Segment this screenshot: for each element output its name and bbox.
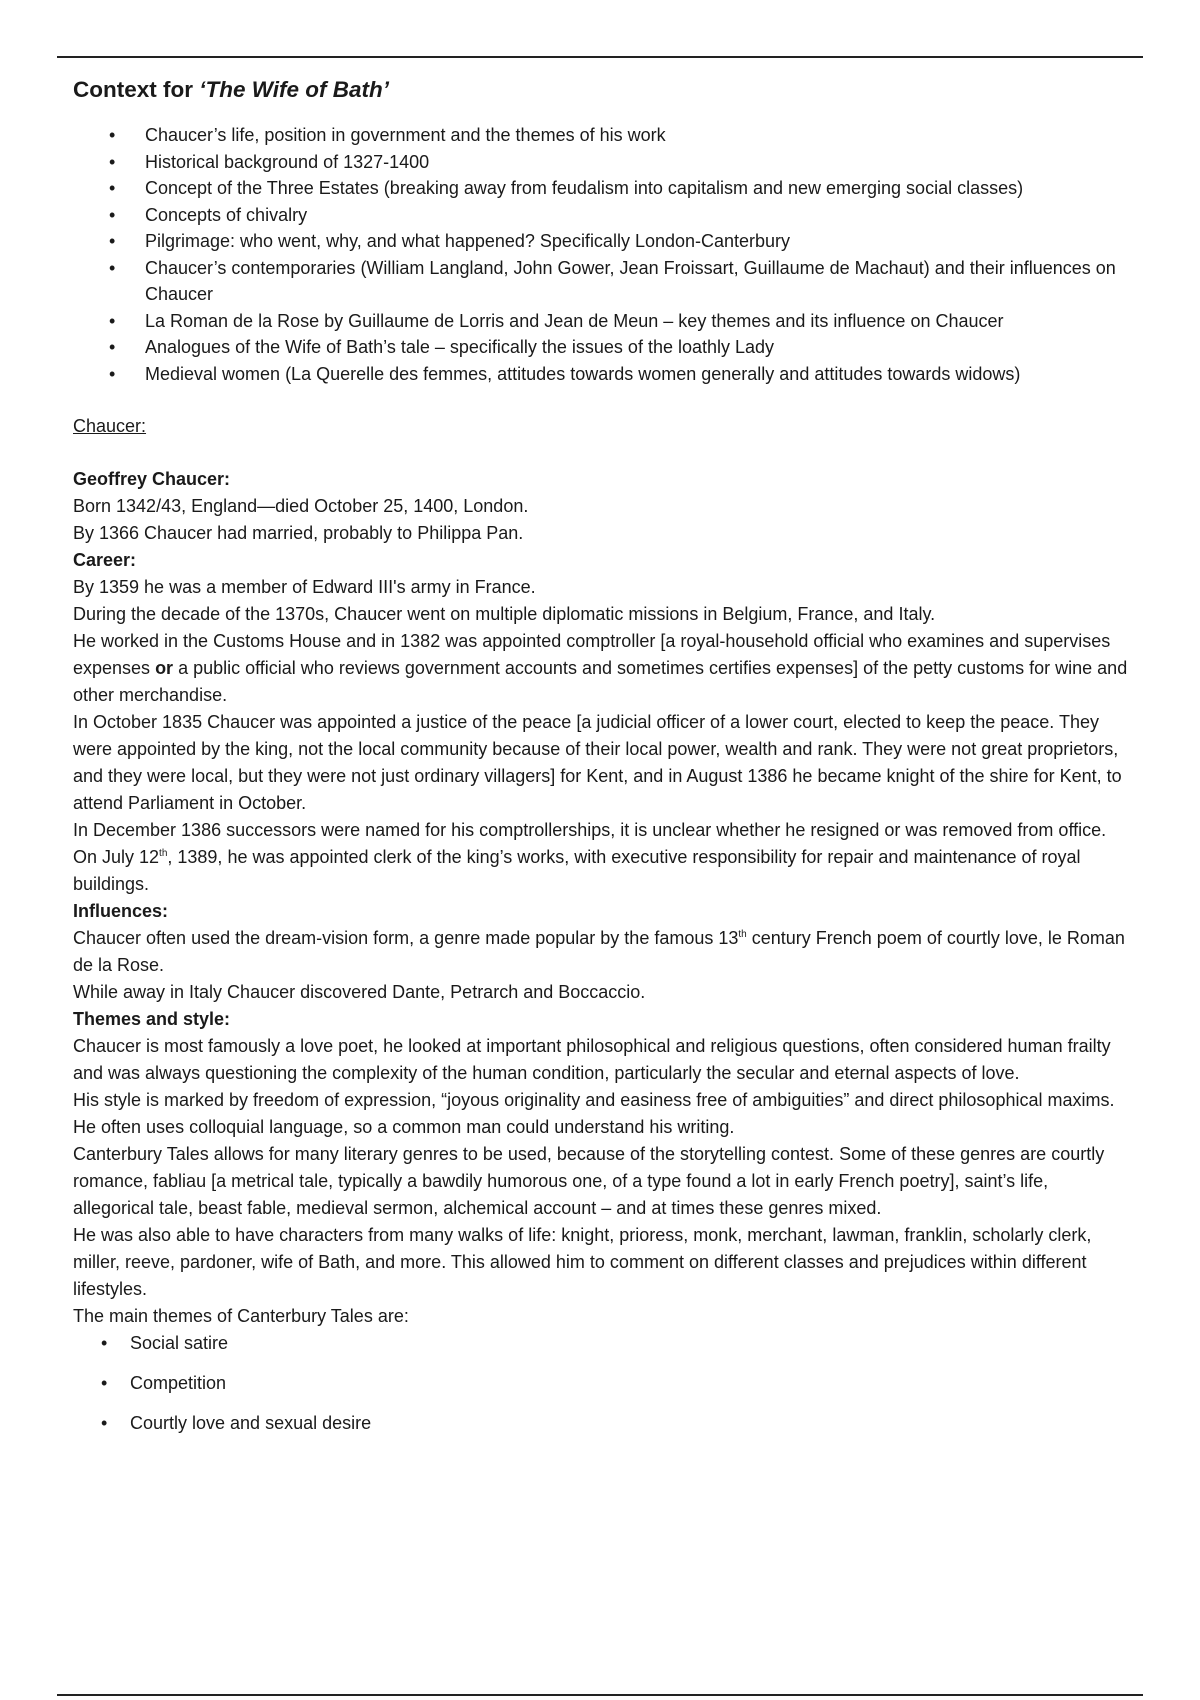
list-item: • Medieval women (La Querelle des femmes, attitudes towards women generally and attitudes towards widows) xyxy=(145,361,1133,388)
list-item: • Historical background of 1327-1400 xyxy=(145,149,1133,176)
topics-list xyxy=(73,122,1133,387)
married-line: By 1366 Chaucer had married, probably to Philippa Pan. xyxy=(73,523,524,543)
career-paragraph: In October 1835 Chaucer was appointed a justice of the peace [a judicial officer of a lower court, elected to keep the peace. They were appointed by the king, not the local community because of their local power, wealth and rank. They were not great proprietors, and they were local, but they were not just ordinary villagers] for Kent, and in August 1386 he became knight of the shire for Kent, to attend Parliament in October. xyxy=(73,712,1122,813)
list-item: • Social satire xyxy=(130,1330,1133,1357)
top-rule xyxy=(57,56,1143,58)
career-paragraph: He worked in the Customs House and in 1382 was appointed comptroller [a royal-household official who examines and supervises expenses or a public official who reviews government accounts and sometimes certifies expenses] of the petty customs for wine and other merchandise. xyxy=(73,631,1128,705)
career-paragraph: By 1359 he was a member of Edward III's army in France. xyxy=(73,577,536,597)
list-item: • Chaucer’s life, position in government and the themes of his work xyxy=(145,122,1133,149)
influences-paragraph: Chaucer often used the dream-vision form, a genre made popular by the famous 13th century French poem of courtly love, le Roman de la Rose. xyxy=(73,928,1125,975)
document-title: Context for ‘The Wife of Bath’ xyxy=(73,77,390,102)
born-line: Born 1342/43, England—died October 25, 1400, London. xyxy=(73,496,529,516)
career-paragraph: During the decade of the 1370s, Chaucer went on multiple diplomatic missions in Belgium, France, and Italy. xyxy=(73,604,936,624)
themes-paragraph: His style is marked by freedom of expression, “joyous originality and easiness free of ambiguities” and direct philosophical maxims. He often uses colloquial language, so a common man could understand his writing. xyxy=(73,1090,1115,1137)
heading-geoffrey-chaucer: Geoffrey Chaucer: xyxy=(73,469,231,489)
themes-paragraph: Chaucer is most famously a love poet, he looked at important philosophical and religious questions, often considered human frailty and was always questioning the complexity of the human condition, particularly the secular and eternal aspects of love. xyxy=(73,1036,1111,1083)
influences-paragraph: While away in Italy Chaucer discovered Dante, Petrarch and Boccaccio. xyxy=(73,982,646,1002)
section-label-chaucer: Chaucer: xyxy=(73,416,147,436)
list-item: • Competition xyxy=(130,1370,1133,1397)
list-item: • Concepts of chivalry xyxy=(145,202,1133,229)
list-item: • Courtly love and sexual desire xyxy=(130,1410,1133,1437)
bottom-rule xyxy=(57,1694,1143,1696)
list-item: • La Roman de la Rose by Guillaume de Lorris and Jean de Meun – key themes and its influence on Chaucer xyxy=(145,308,1133,335)
heading-themes-and-style: Themes and style: xyxy=(73,1009,231,1029)
themes-intro: The main themes of Canterbury Tales are: xyxy=(73,1306,409,1326)
themes-paragraph: Canterbury Tales allows for many literary genres to be used, because of the storytelling contest. Some of these genres are courtly romance, fabliau [a metrical tale, typically a bawdily humorous one, of a type found a lot in early French poetry], saint’s life, allegorical tale, beast fable, medieval sermon, alchemical account – and at times these genres mixed. xyxy=(73,1144,1105,1218)
main-themes-list xyxy=(73,1330,1133,1437)
work-title: ‘The Wife of Bath’ xyxy=(199,77,390,102)
list-item: • Pilgrimage: who went, why, and what happened? Specifically London-Canterbury xyxy=(145,228,1133,255)
heading-career: Career: xyxy=(73,550,137,570)
career-paragraph: On July 12th, 1389, he was appointed clerk of the king’s works, with executive responsibility for repair and maintenance of royal buildings. xyxy=(73,847,1081,894)
list-item: • Concept of the Three Estates (breaking away from feudalism into capitalism and new emerging social classes) xyxy=(145,175,1133,202)
chaucer-notes xyxy=(73,466,1133,1437)
list-item: • Analogues of the Wife of Bath’s tale – specifically the issues of the loathly Lady xyxy=(145,334,1133,361)
list-item: • Chaucer’s contemporaries (William Langland, John Gower, Jean Froissart, Guillaume de Machaut) and their influences on Chaucer xyxy=(145,255,1133,308)
themes-paragraph: He was also able to have characters from many walks of life: knight, prioress, monk, merchant, lawman, franklin, scholarly clerk, miller, reeve, pardoner, wife of Bath, and more. This allowed him to comment on different classes and prejudices within different lifestyles. xyxy=(73,1225,1092,1299)
career-paragraph: In December 1386 successors were named for his comptrollerships, it is unclear whether he resigned or was removed from office. xyxy=(73,820,1107,840)
document-page xyxy=(73,72,1133,1450)
heading-influences: Influences: xyxy=(73,901,169,921)
